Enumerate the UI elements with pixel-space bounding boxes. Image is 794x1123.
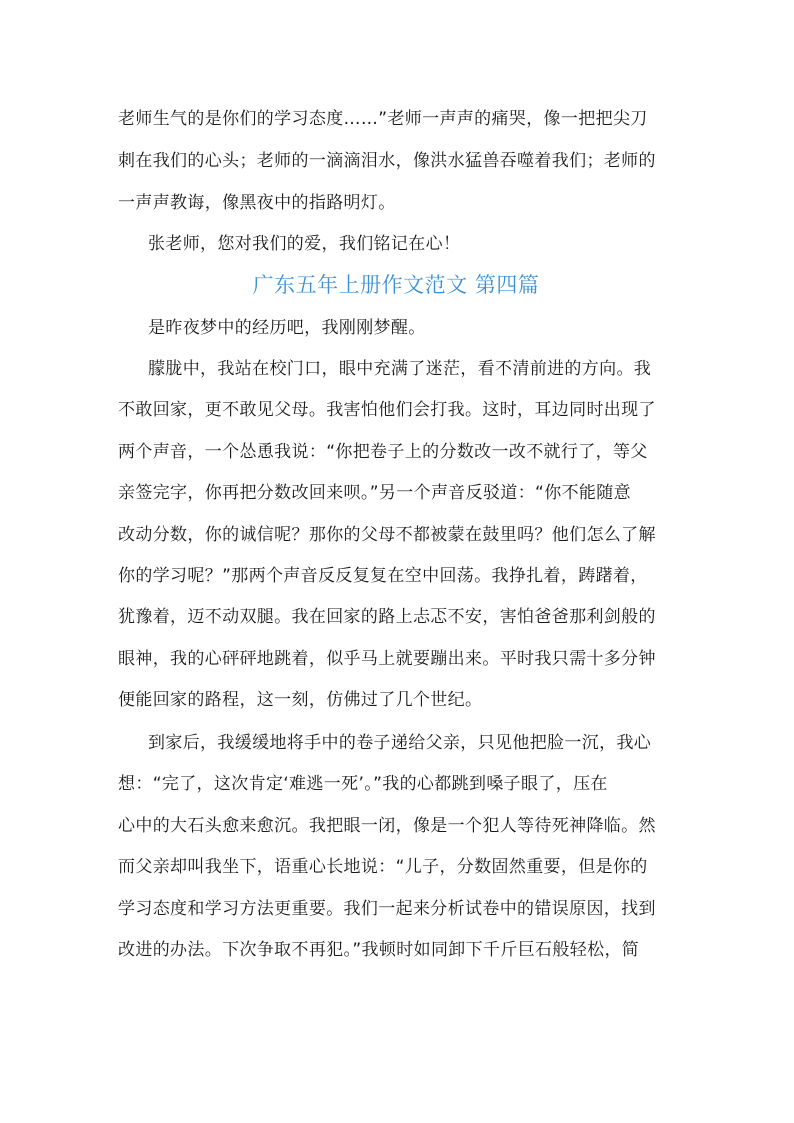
paragraph-line: 犹豫着，迈不动双腿。我在回家的路上忐忑不安，害怕爸爸那利剑般的 xyxy=(118,607,656,627)
paragraph-line: 便能回家的路程，这一刻，仿佛过了几个世纪。 xyxy=(118,690,483,710)
paragraph-line: 不敢回家，更不敢见父母。我害怕他们会打我。这时，耳边同时出现了 xyxy=(118,400,656,420)
paragraph-line: 你的学习呢？”那两个声音反反复复在空中回荡。我挣扎着，踌躇着， xyxy=(118,566,648,586)
paragraph-line: 刺在我们的心头；老师的一滴滴泪水，像洪水猛兽吞噬着我们；老师的 xyxy=(118,151,656,171)
paragraph-line: 老师生气的是你们的学习态度……”老师一声声的痛哭，像一把把尖刀 xyxy=(118,109,648,129)
paragraph-line: 而父亲却叫我坐下，语重心长地说：“儿子，分数固然重要，但是你的 xyxy=(118,857,648,877)
paragraph-line: 亲签完字，你再把分数改回来呗。”另一个声音反驳道：“你不能随意 xyxy=(118,483,631,503)
paragraph-line: 到家后，我缓缓地将手中的卷子递给父亲，只见他把脸一沉，我心 xyxy=(148,733,652,753)
paragraph-line: 改进的办法。下次争取不再犯。”我顿时如同卸下千斤巨石般轻松，简 xyxy=(118,940,640,960)
paragraph-line: 张老师，您对我们的爱，我们铭记在心！ xyxy=(148,234,461,254)
section-heading: 广东五年上册作文范文 第四篇 xyxy=(252,273,540,297)
paragraph-line: 是昨夜梦中的经历吧，我刚刚梦醒。 xyxy=(148,318,426,338)
paragraph-line: 学习态度和学习方法更重要。我们一起来分析试卷中的错误原因，找到 xyxy=(118,899,656,919)
paragraph-line: 两个声音，一个怂恿我说：“你把卷子上的分数改一改不就行了，等父 xyxy=(118,442,648,462)
paragraph-line: 想：“完了，这次肯定‘难逃一死’。”我的心都跳到嗓子眼了，压在 xyxy=(118,774,608,794)
paragraph-line: 改动分数，你的诚信呢？那你的父母不都被蒙在鼓里吗？他们怎么了解 xyxy=(118,525,656,545)
paragraph-line: 一声声教诲，像黑夜中的指路明灯。 xyxy=(118,193,396,213)
paragraph-line: 眼神，我的心砰砰地跳着，似乎马上就要蹦出来。平时我只需十多分钟 xyxy=(118,649,656,669)
paragraph-line: 心中的大石头愈来愈沉。我把眼一闭，像是一个犯人等待死神降临。然 xyxy=(118,816,656,836)
paragraph-line: 朦胧中，我站在校门口，眼中充满了迷茫，看不清前进的方向。我 xyxy=(148,359,652,379)
